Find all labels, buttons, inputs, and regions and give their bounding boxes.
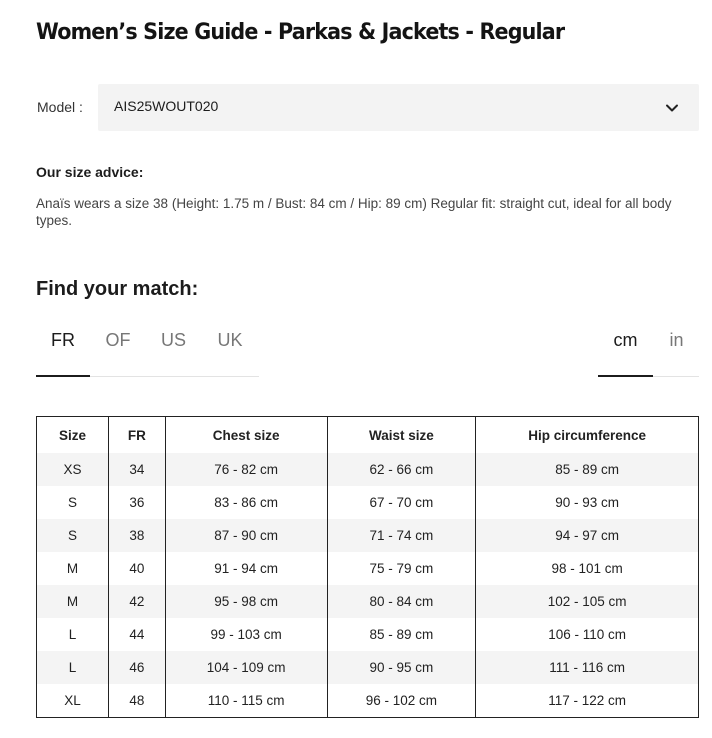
fr-cell: 42 <box>108 585 165 618</box>
size-cell: S <box>37 519 109 552</box>
fr-cell: 38 <box>108 519 165 552</box>
fr-cell: 34 <box>108 453 165 486</box>
size-cell: M <box>37 552 109 585</box>
chest-cell: 110 - 115 cm <box>165 684 327 718</box>
header-chest: Chest size <box>165 417 327 454</box>
waist-cell: 71 - 74 cm <box>327 519 476 552</box>
size-cell: XS <box>37 453 109 486</box>
header-hip: Hip circumference <box>476 417 699 454</box>
size-cell: L <box>37 618 109 651</box>
model-select[interactable] <box>98 84 699 131</box>
chest-cell: 87 - 90 cm <box>165 519 327 552</box>
chest-cell: 76 - 82 cm <box>165 453 327 486</box>
size-cell: XL <box>37 684 109 718</box>
tab-uk[interactable]: UK <box>217 330 243 350</box>
tab-us[interactable]: US <box>160 330 186 350</box>
fr-cell: 36 <box>108 486 165 519</box>
hip-cell: 85 - 89 cm <box>476 453 699 486</box>
hip-cell: 102 - 105 cm <box>476 585 699 618</box>
header-size: Size <box>37 417 109 454</box>
hip-cell: 117 - 122 cm <box>476 684 699 718</box>
size-table <box>36 416 699 718</box>
table-row <box>37 585 699 618</box>
find-match-title: Find your match: <box>36 278 199 300</box>
waist-cell: 67 - 70 cm <box>327 486 476 519</box>
header-waist: Waist size <box>327 417 476 454</box>
fr-cell: 44 <box>108 618 165 651</box>
tab-in[interactable]: in <box>669 330 684 350</box>
table-row <box>37 453 699 486</box>
chest-cell: 104 - 109 cm <box>165 651 327 684</box>
table-row <box>37 486 699 519</box>
waist-cell: 75 - 79 cm <box>327 552 476 585</box>
table-row <box>37 651 699 684</box>
page-title: Women’s Size Guide - Parkas & Jackets - Regular <box>36 20 565 45</box>
hip-cell: 111 - 116 cm <box>476 651 699 684</box>
header-fr: FR <box>108 417 165 454</box>
fr-cell: 48 <box>108 684 165 718</box>
chest-cell: 95 - 98 cm <box>165 585 327 618</box>
chevron-down-icon <box>665 101 679 115</box>
size-cell: M <box>37 585 109 618</box>
waist-cell: 96 - 102 cm <box>327 684 476 718</box>
fr-cell: 40 <box>108 552 165 585</box>
size-cell: S <box>37 486 109 519</box>
fr-cell: 46 <box>108 651 165 684</box>
table-header-row <box>37 417 699 454</box>
model-label: Model : <box>37 99 83 115</box>
tab-cm[interactable]: cm <box>598 320 653 376</box>
chest-cell: 83 - 86 cm <box>165 486 327 519</box>
unit-tabs <box>598 320 699 377</box>
model-select-value: AIS25WOUT020 <box>114 98 219 114</box>
hip-cell: 90 - 93 cm <box>476 486 699 519</box>
chest-cell: 99 - 103 cm <box>165 618 327 651</box>
waist-cell: 85 - 89 cm <box>327 618 476 651</box>
tab-fr[interactable]: FR <box>36 320 90 376</box>
waist-cell: 90 - 95 cm <box>327 651 476 684</box>
table-row <box>37 684 699 718</box>
hip-cell: 94 - 97 cm <box>476 519 699 552</box>
table-row <box>37 519 699 552</box>
waist-cell: 80 - 84 cm <box>327 585 476 618</box>
chest-cell: 91 - 94 cm <box>165 552 327 585</box>
size-system-tabs <box>36 320 259 377</box>
size-advice-title: Our size advice: <box>36 164 144 180</box>
size-cell: L <box>37 651 109 684</box>
waist-cell: 62 - 66 cm <box>327 453 476 486</box>
table-row <box>37 552 699 585</box>
size-advice-text: Anaïs wears a size 38 (Height: 1.75 m / Bust: 84 cm / Hip: 89 cm) Regular fit: straight cut, ideal for all body types. <box>36 196 672 228</box>
hip-cell: 98 - 101 cm <box>476 552 699 585</box>
tab-of[interactable]: OF <box>105 330 131 350</box>
table-row <box>37 618 699 651</box>
hip-cell: 106 - 110 cm <box>476 618 699 651</box>
